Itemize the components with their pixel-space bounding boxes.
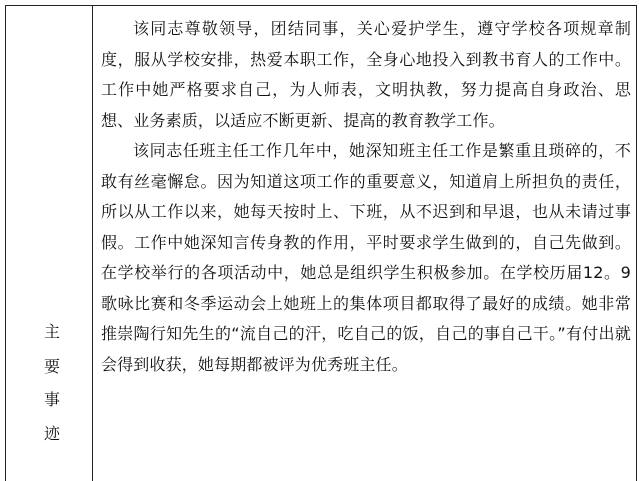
record-table [5,5,637,481]
section-label-char-2: 要 [44,357,61,376]
section-label-char-3: 事 [44,390,61,409]
section-label-char-1: 主 [44,322,61,341]
paragraph-2: 该同志任班主任工作几年中，她深知班主任工作是繁重且琐碎的，不敢有丝毫懈怠。因为知道这项工作的重要意义，知道肩上所担负的责任，所以从工作以来，她每天按时上、下班，从不迟到和早退，也从未请过事假。工作中她深知言传身教的作用，平时要求学生做到的，自己先做到。在学校举行的各项活动中，她总是组织学生积极参加。在学校历届12。9歌咏比赛和冬季运动会上她班上的集体项目都取得了最好的成绩。她非常推崇陶行知先生的“流自己的汗，吃自己的饭，自己的事自己干。”有付出就会得到收获，她每期都被评为优秀班主任。 [101,141,631,374]
paragraph-1: 该同志尊敬领导，团结同事，关心爱护学生，遵守学校各项规章制度，服从学校安排，热爱本职工作，全身心地投入到教书育人的工作中。工作中她严格要求自己，为人师表，文明执教，努力提高自身政治、思想、业务素质，以适应不断更新、提高的教育教学工作。 [101,19,631,130]
main-deeds-content [101,14,631,380]
section-label-char-4: 迹 [44,424,61,443]
section-label-cell [6,6,93,481]
